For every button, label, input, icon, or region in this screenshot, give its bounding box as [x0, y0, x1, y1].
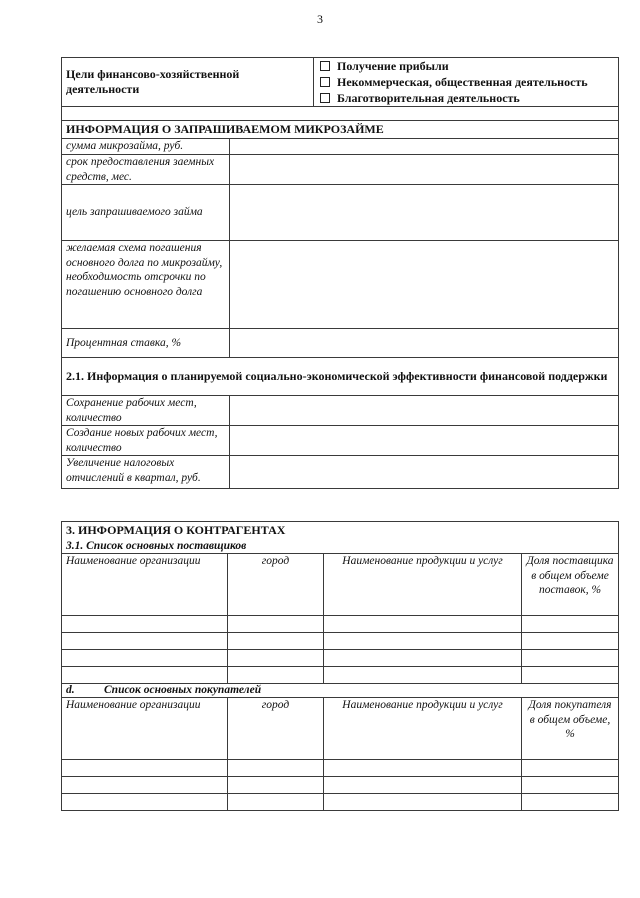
buyers-marker: d. [66, 684, 75, 696]
goals-options [314, 58, 619, 107]
table-row [62, 616, 619, 633]
suppliers-title: 3.1. Список основных поставщиков [62, 540, 619, 554]
loan-amount-value[interactable] [230, 139, 619, 155]
buyers-col-share: Доля покупателя в общем объеме, % [522, 698, 619, 760]
jobs-created-label: Создание новых рабочих мест, количество [62, 426, 230, 456]
goal-option-profit[interactable]: Получение прибыли [320, 58, 614, 74]
efficiency-section-header: 2.1. Информация о планируемой социально-экономической эффективности финансовой поддержки [62, 358, 619, 396]
table-row [62, 650, 619, 667]
jobs-created-value[interactable] [230, 426, 619, 456]
goal-option-charity[interactable]: Благотворительная деятельность [320, 90, 614, 106]
repayment-scheme-label: желаемая схема погашения основного долга по микрозайму, необходимость отсрочки по погашению основного долга [62, 241, 230, 329]
loan-amount-label: сумма микрозайма, руб. [62, 139, 230, 155]
suppliers-col-products: Наименование продукции и услуг [324, 554, 522, 616]
suppliers-col-org: Наименование организации [62, 554, 228, 616]
suppliers-col-share: Доля поставщика в общем объеме поставок, % [522, 554, 619, 616]
table-row [62, 633, 619, 650]
tax-increase-label: Увеличение налоговых отчислений в квартал, руб. [62, 456, 230, 489]
checkbox-icon[interactable] [320, 93, 330, 103]
buyers-title-row [62, 684, 619, 698]
jobs-kept-value[interactable] [230, 396, 619, 426]
counterparties-table [61, 521, 619, 811]
loan-purpose-value[interactable] [230, 185, 619, 241]
loan-section-header: ИНФОРМАЦИЯ О ЗАПРАШИВАЕМОМ МИКРОЗАЙМЕ [62, 121, 619, 139]
page-number: 3 [317, 12, 323, 26]
loan-term-label: срок предоставления заемных средств, мес. [62, 155, 230, 185]
table-row [62, 760, 619, 777]
goals-label: Цели финансово-хозяйственной деятельности [62, 58, 314, 107]
suppliers-col-city: город [228, 554, 324, 616]
loan-purpose-label: цель запрашиваемого займа [62, 185, 230, 241]
repayment-scheme-value[interactable] [230, 241, 619, 329]
buyers-col-org: Наименование организации [62, 698, 228, 760]
table-row [62, 794, 619, 811]
buyers-title: Список основных покупателей [104, 684, 262, 696]
buyers-col-products: Наименование продукции и услуг [324, 698, 522, 760]
interest-rate-label: Процентная ставка, % [62, 329, 230, 358]
spacer-row [62, 107, 619, 121]
jobs-kept-label: Сохранение рабочих мест, количество [62, 396, 230, 426]
buyers-col-city: город [228, 698, 324, 760]
tax-increase-value[interactable] [230, 456, 619, 489]
loan-application-table [61, 57, 619, 489]
checkbox-icon[interactable] [320, 61, 330, 71]
counterparties-section-header: 3. ИНФОРМАЦИЯ О КОНТРАГЕНТАХ [62, 522, 619, 540]
loan-term-value[interactable] [230, 155, 619, 185]
interest-rate-value[interactable] [230, 329, 619, 358]
checkbox-icon[interactable] [320, 77, 330, 87]
table-row [62, 667, 619, 684]
goal-option-noncommercial[interactable]: Некоммерческая, общественная деятельность [320, 74, 614, 90]
table-row [62, 777, 619, 794]
